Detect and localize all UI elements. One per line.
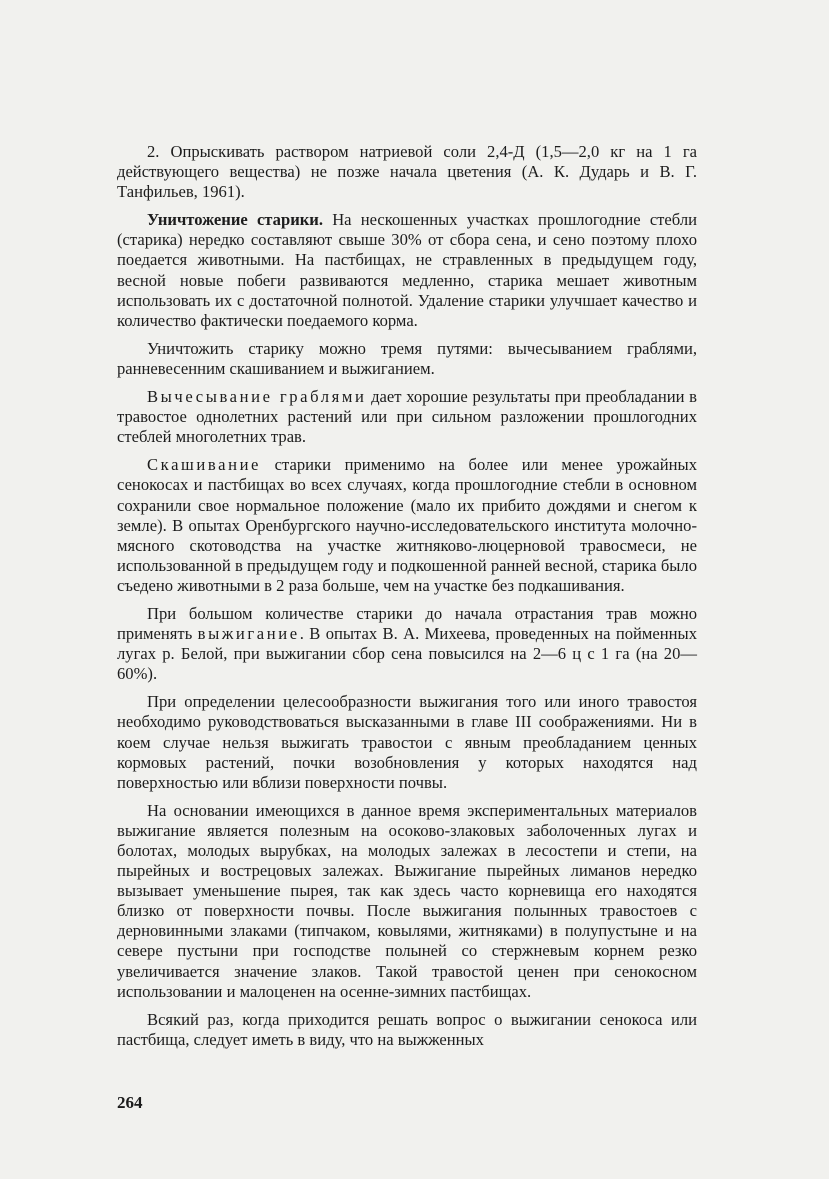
paragraph-burning: При большом количестве старики до начала отрастания трав можно применять выжигание. В опытах В. А. Михеева, проведенных на пойменных лугах р. Белой, при выжигании сбор сена повысился на 2—6 ц с 1 га (на 20—60%). bbox=[117, 603, 697, 684]
term-burning: выжигание bbox=[197, 624, 300, 644]
paragraph-raking: Вычесывание граблями дает хорошие результаты при преобладании в травостое однолетних растений или при сильном разложении прошлогодних стеблей многолетних трав. bbox=[117, 387, 697, 447]
paragraph-mowing: Скашивание старики применимо на более или менее урожайных сенокосах и пастбищах во всех случаях, когда прошлогодние стебли в основном сохранили свое нормальное положение (мало их прибито дождями и снегом к земле). В опытах Оренбургского научно-исследовательского института молочно-мясного скотоводства на участке житняково-люцерновой травосмеси, не использованной в предыдущем году и подкошенной ранней весной, старика было съедено животными в 2 раза больше, чем на участке без подкашивания. bbox=[117, 455, 697, 595]
page-number: 264 bbox=[117, 1093, 143, 1112]
paragraph-expediency: При определении целесообразности выжигания того или иного травостоя необходимо руководствоваться высказанными в главе III соображениями. Ни в коем случае нельзя выжигать травостои с явным преобладанием ценных кормовых растений, почки возобновления у которых находятся над поверхностью или вблизи поверхности почвы. bbox=[117, 692, 697, 792]
paragraph-spraying: 2. Опрыскивать раствором натриевой соли 2,4-Д (1,5—2,0 кг на 1 га действующего вещества) не позже начала цветения (А. К. Дударь и В. Г. Танфильев, 1961). bbox=[117, 142, 697, 202]
section-heading-old-stems: Уничтожение старики. bbox=[147, 210, 324, 230]
paragraph-experimental: На основании имеющихся в данное время экспериментальных материалов выжигание является полезным на осоково-злаковых заболоченных лугах и болотах, молодых вырубках, на молодых залежах в лесостепи и степи, на пырейных и вострецовых залежах. Выжигание пырейных лиманов нередко вызывает уменьшение пырея, так как здесь часто корневища его находятся близко от поверхности почвы. После выжигания полынных травостоев с дерновинными злаками (типчаком, ковылями, житняками) в полупустыне и на севере пустыни при господстве полыней со стержневым корнем резко увеличивается значение злаков. Такой травостой ценен при сенокосном использовании и малоценен на осенне-зимних пастбищах. bbox=[117, 800, 697, 1001]
paragraph-three-ways: Уничтожить старику можно тремя путями: вычесыванием граблями, ранневесенним скашиванием и выжиганием. bbox=[117, 338, 697, 378]
paragraph-decision: Всякий раз, когда приходится решать вопрос о выжигании сенокоса или пастбища, следует иметь в виду, что на выжженных bbox=[117, 1009, 697, 1049]
term-mowing: Скашивание bbox=[147, 455, 262, 475]
term-raking: Вычесывание граблями bbox=[147, 387, 367, 407]
body-text bbox=[117, 142, 697, 1058]
paragraph-old-stems: Уничтожение старики. На нескошенных участках прошлогодние стебли (старика) нередко составляют свыше 30% от сбора сена, и сено поэтому плохо поедается животными. На пастбищах, не стравленных в предыдущем году, весной новые побеги развиваются медленно, старика мешает животным использовать их с достаточной полнотой. Удаление старики улучшает качество и количество фактически поедаемого корма. bbox=[117, 210, 697, 330]
